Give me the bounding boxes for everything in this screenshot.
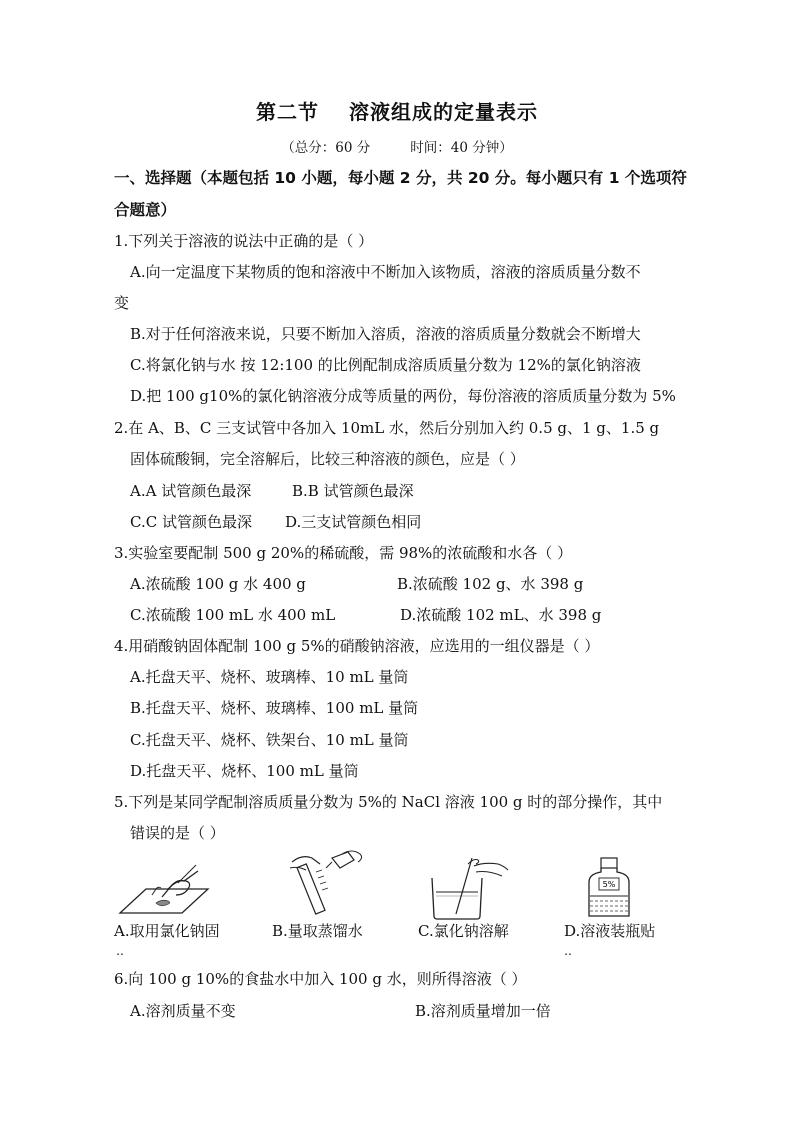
q3-stem: 3.实验室要配制 500 g 20%的稀硫酸，需 98%的浓硫酸和水各（ ）	[114, 544, 573, 562]
q3-option-a: A.浓硫酸 100 g 水 400 g	[130, 575, 306, 593]
q5-option-c: C.氯化钠溶解	[418, 922, 509, 940]
q2-option-b: B.B 试管颜色最深	[292, 482, 414, 500]
time-limit: 时间：40 分钟）	[410, 140, 513, 156]
q2-stem-cont: 固体硫酸铜，完全溶解后，比较三种溶液的颜色，应是（ ）	[130, 450, 525, 468]
q4-option-a: A.托盘天平、烧杯、玻璃棒、10 mL 量筒	[130, 668, 409, 686]
q4-stem: 4.用硝酸钠固体配制 100 g 5%的硝酸钠溶液，应选用的一组仪器是（ ）	[114, 637, 600, 655]
q4-option-d: D.托盘天平、烧杯、100 mL 量筒	[130, 762, 359, 780]
figure-dissolve-nacl	[428, 852, 512, 920]
q1-option-a-cont: 变	[114, 294, 130, 312]
page-subtitle	[0, 136, 794, 156]
q6-option-b: B.溶剂质量增加一倍	[415, 1002, 551, 1020]
q3-option-b: B.浓硫酸 102 g、水 398 g	[397, 575, 584, 593]
q2-stem: 2.在 A、B、C 三支试管中各加入 10mL 水，然后分别加入约 0.5 g、1 g、1.5 g	[114, 419, 660, 437]
q5-option-a-tail: ‥	[116, 944, 125, 958]
q6-stem: 6.向 100 g 10%的食盐水中加入 100 g 水，则所得溶液（ ）	[114, 970, 527, 988]
q6-option-a: A.溶剂质量不变	[130, 1002, 236, 1020]
q1-stem: 1.下列关于溶液的说法中正确的是（ ）	[114, 232, 374, 250]
q2-option-d: D.三支试管颜色相同	[285, 513, 422, 531]
q4-option-b: B.托盘天平、烧杯、玻璃棒、100 mL 量筒	[130, 699, 419, 717]
q5-option-d-tail: ‥	[564, 944, 573, 958]
section-header-line2: 合题意）	[114, 201, 177, 219]
q1-option-a: A.向一定温度下某物质的饱和溶液中不断加入该物质，溶液的溶质质量分数不	[130, 263, 641, 281]
title-topic: 溶液组成的定量表示	[349, 100, 538, 124]
figure-bottle-label	[584, 856, 634, 920]
q1-option-d: D.把 100 g10%的氯化钠溶液分成等质量的两份，每份溶液的溶质质量分数为 5%	[130, 387, 676, 405]
page-title	[0, 96, 794, 125]
bottle-label-text: 5%	[602, 880, 616, 889]
q5-stem-cont: 错误的是（ ）	[130, 824, 225, 842]
q1-option-c: C.将氯化钠与水 按 12:100 的比例配制成溶质质量分数为 12%的氯化钠溶液	[130, 356, 641, 374]
q5-option-d: D.溶液装瓶贴	[564, 922, 656, 940]
q3-option-d: D.浓硫酸 102 mL、水 398 g	[400, 606, 602, 624]
q5-stem: 5.下列是某同学配制溶质质量分数为 5%的 NaCl 溶液 100 g 时的部分操作，其中	[114, 793, 663, 811]
section-header-line1: 一、选择题（本题包括 10 小题，每小题 2 分，共 20 分。每小题只有 1 个选项符	[114, 169, 687, 187]
q2-option-c: C.C 试管颜色最深	[130, 513, 252, 531]
q4-option-c: C.托盘天平、烧杯、铁架台、10 mL 量筒	[130, 731, 409, 749]
q5-option-b: B.量取蒸馏水	[272, 922, 363, 940]
figure-take-nacl	[116, 853, 212, 919]
q1-option-b: B.对于任何溶液来说，只要不断加入溶质，溶液的溶质质量分数就会不断增大	[130, 325, 641, 343]
total-score: （总分：60 分	[281, 140, 371, 156]
q5-option-a: A.取用氯化钠固	[114, 922, 220, 940]
title-section: 第二节	[256, 100, 319, 124]
q3-option-c: C.浓硫酸 100 mL 水 400 mL	[130, 606, 336, 624]
q2-option-a: A.A 试管颜色最深	[130, 482, 252, 500]
figure-measure-water	[286, 848, 368, 920]
